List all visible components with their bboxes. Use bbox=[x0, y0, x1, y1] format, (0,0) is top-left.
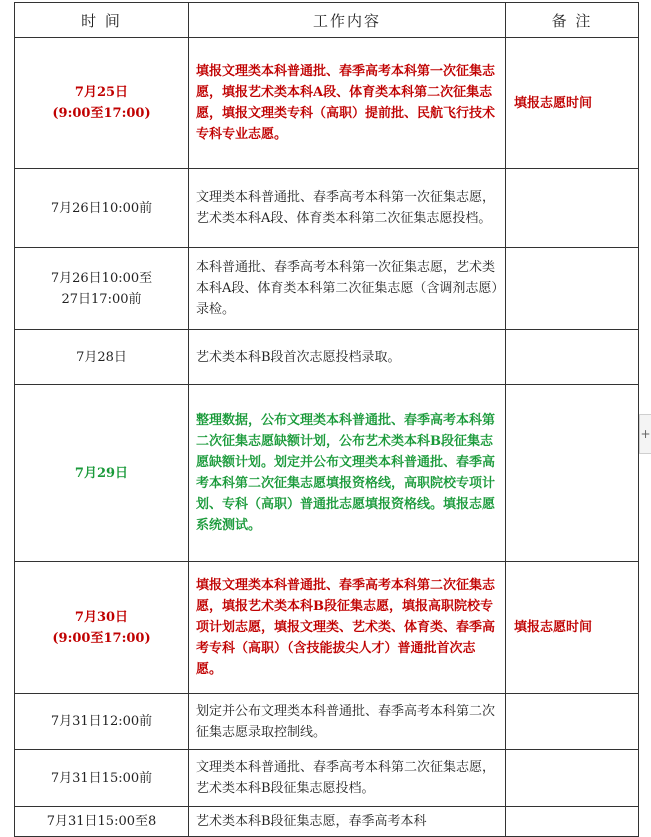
row-note: 填报志愿时间 bbox=[506, 38, 639, 169]
table-row bbox=[15, 694, 639, 750]
plus-icon: + bbox=[640, 427, 651, 441]
row-note bbox=[506, 694, 639, 750]
row-time: 7月28日 bbox=[15, 330, 189, 385]
header-time: 时 间 bbox=[15, 3, 189, 38]
header-row bbox=[15, 3, 639, 38]
row-note bbox=[506, 169, 639, 248]
row-content: 填报文理类本科普通批、春季高考本科第二次征集志愿，填报艺术类本科B段征集志愿，填报高职院校专项计划志愿，填报文理类、艺术类、体育类、春季高考专科（高职）（含技能拔尖人才）普通批首次志愿。 bbox=[189, 562, 506, 694]
row-time: 7月31日15:00至8 bbox=[15, 807, 189, 837]
header-content: 工作内容 bbox=[189, 3, 506, 38]
row-time: 7月26日10:00至 27日17:00前 bbox=[15, 248, 189, 330]
row-content: 整理数据，公布文理类本科普通批、春季高考本科第二次征集志愿缺额计划，公布艺术类本科B段征集志愿缺额计划。划定并公布文理类本科普通批、春季高考本科第二次征集志愿填报资格线，高职院校专项计划、专科（高职）普通批志愿填报资格线。填报志愿系统测试。 bbox=[189, 385, 506, 562]
row-time: 7月30日 (9:00至17:00) bbox=[15, 562, 189, 694]
row-content: 文理类本科普通批、春季高考本科第二次征集志愿，艺术类本科B段征集志愿投档。 bbox=[189, 750, 506, 807]
row-time: 7月29日 bbox=[15, 385, 189, 562]
row-time: 7月31日12:00前 bbox=[15, 694, 189, 750]
table-row bbox=[15, 385, 639, 562]
table-row bbox=[15, 330, 639, 385]
row-note bbox=[506, 248, 639, 330]
table-row bbox=[15, 750, 639, 807]
row-time: 7月25日 (9:00至17:00) bbox=[15, 38, 189, 169]
table-row bbox=[15, 248, 639, 330]
table-row bbox=[15, 562, 639, 694]
row-note bbox=[506, 385, 639, 562]
row-content: 艺术类本科B段首次志愿投档录取。 bbox=[189, 330, 506, 385]
row-note bbox=[506, 750, 639, 807]
table-row bbox=[15, 169, 639, 248]
table-row bbox=[15, 38, 639, 169]
row-time: 7月31日15:00前 bbox=[15, 750, 189, 807]
row-time: 7月26日10:00前 bbox=[15, 169, 189, 248]
row-content: 艺术类本科B段征集志愿，春季高考本科 bbox=[189, 807, 506, 837]
row-note bbox=[506, 807, 639, 837]
row-content: 划定并公布文理类本科普通批、春季高考本科第二次征集志愿录取控制线。 bbox=[189, 694, 506, 750]
row-note: 填报志愿时间 bbox=[506, 562, 639, 694]
row-content: 本科普通批、春季高考本科第一次征集志愿，艺术类本科A段、体育类本科第二次征集志愿（含调剂志愿）录检。 bbox=[189, 248, 506, 330]
row-note bbox=[506, 330, 639, 385]
table-row bbox=[15, 807, 639, 837]
row-content: 文理类本科普通批、春季高考本科第一次征集志愿，艺术类本科A段、体育类本科第二次征集志愿投档。 bbox=[189, 169, 506, 248]
row-content: 填报文理类本科普通批、春季高考本科第一次征集志愿，填报艺术类本科A段、体育类本科第二次征集志愿，填报文理类专科（高职）提前批、民航飞行技术专科专业志愿。 bbox=[189, 38, 506, 169]
schedule-table bbox=[14, 2, 639, 837]
header-note: 备 注 bbox=[506, 3, 639, 38]
side-expand-tab[interactable] bbox=[639, 414, 651, 454]
